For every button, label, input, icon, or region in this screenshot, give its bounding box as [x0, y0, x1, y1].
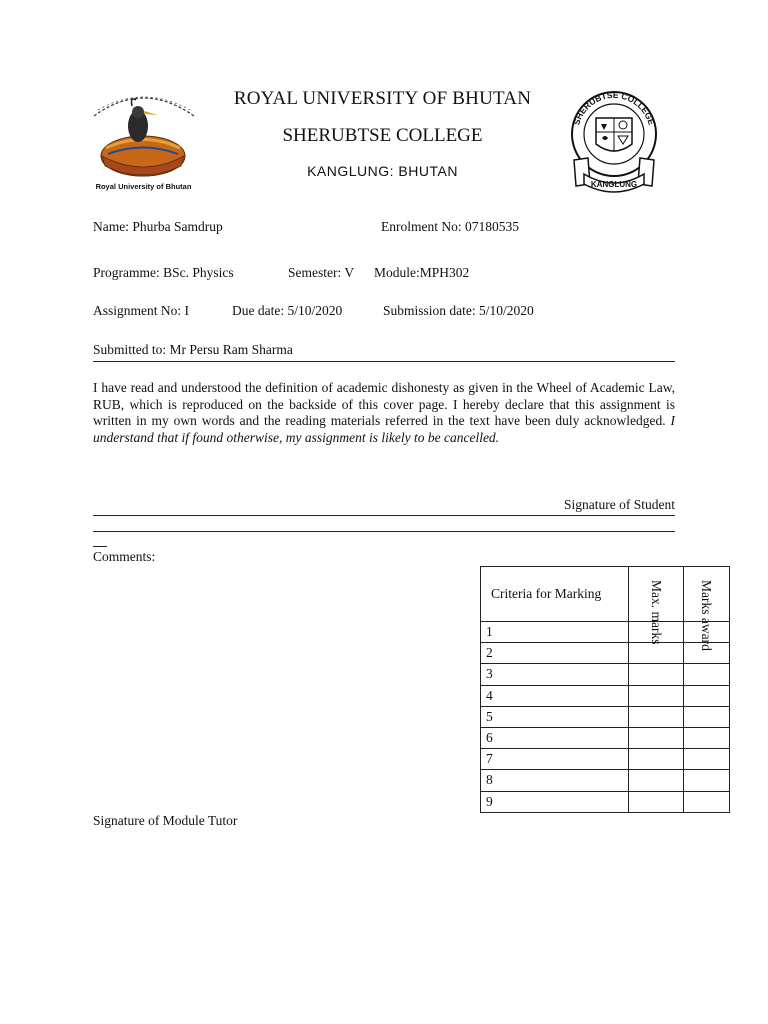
college-title: SHERUBTSE COLLEGE — [282, 125, 483, 146]
declaration-italic-text: I understand that if found otherwise, my assignment is likely to be cancelled. — [93, 413, 676, 445]
university-title: ROYAL UNIVERSITY OF BHUTAN — [233, 88, 532, 109]
declaration-paragraph — [93, 380, 675, 446]
comments-label: Comments: — [93, 549, 156, 564]
declaration-text: I have read and understood the definition of academic dishonesty as given in the Wheel of Academic Law, RUB, which is reproduced on the backside of this cover page. I hereby declare that this assignment is written in my own words and the reading materials referred in the text have been duly acknowledged. — [93, 380, 675, 428]
divider — [93, 531, 675, 532]
criteria-header: Criteria for Marking — [481, 567, 629, 622]
student-signature-line — [93, 515, 675, 516]
crest-bottom-text: KANGLUNG — [590, 180, 638, 189]
due-date-field: Due date: 5/10/2020 — [232, 303, 343, 318]
student-signature-label: Signature of Student — [564, 497, 675, 512]
module-field: Module:MPH302 — [374, 265, 470, 280]
crest-top-text: SHERUBTSE COLLEGE — [571, 89, 657, 127]
student-name-field: Name: Phurba Samdrup — [93, 219, 223, 234]
submission-date-field: Submission date: 5/10/2020 — [383, 303, 534, 318]
rub-logo-caption: Royal University of Bhutan — [95, 182, 192, 191]
table-row: 3 — [481, 664, 730, 685]
table-row: 6 — [481, 727, 730, 748]
submitted-to-field: Submitted to: Mr Persu Ram Sharma — [93, 342, 293, 357]
divider — [93, 361, 675, 362]
max-marks-header: Max. marks — [629, 567, 684, 622]
table-row: 7 — [481, 749, 730, 770]
semester-field: Semester: V — [288, 265, 355, 280]
rub-logo — [86, 86, 201, 196]
programme-field: Programme: BSc. Physics — [93, 265, 234, 280]
table-row: 9 — [481, 791, 730, 812]
assignment-field: Assignment No: I — [93, 303, 189, 318]
table-header-row — [481, 567, 730, 622]
divider — [93, 546, 107, 547]
table-row: 8 — [481, 770, 730, 791]
marks-award-header: Marks award — [683, 567, 729, 622]
table-row: 2 — [481, 643, 730, 664]
college-location: KANGLUNG: BHUTAN — [307, 163, 458, 179]
rub-emblem-icon — [86, 86, 201, 196]
sherubtse-logo — [568, 88, 660, 196]
tutor-signature-label: Signature of Module Tutor — [93, 813, 238, 828]
table-row: 1 — [481, 622, 730, 643]
sherubtse-crest-icon — [568, 88, 660, 196]
enrolment-field: Enrolment No: 07180535 — [381, 219, 519, 234]
marks-table — [480, 566, 730, 813]
table-row: 4 — [481, 685, 730, 706]
table-row: 5 — [481, 706, 730, 727]
